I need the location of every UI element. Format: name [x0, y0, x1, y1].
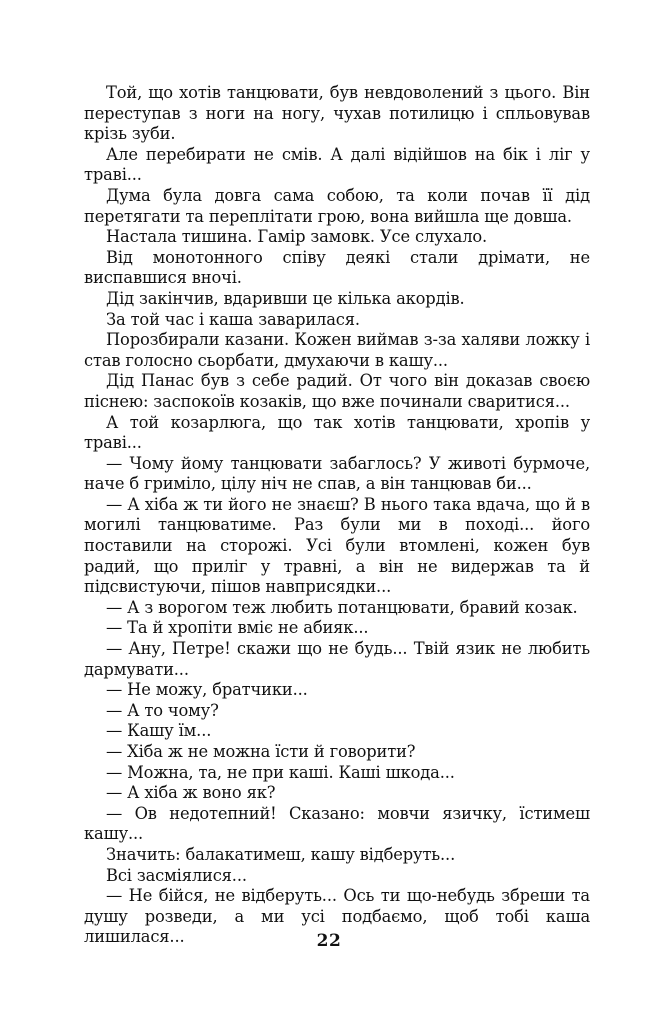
paragraph: А той козарлюга, що так хотів танцювати, хропів у траві...	[84, 412, 590, 453]
paragraph: Той, що хотів танцювати, був невдоволений з цього. Він переступав з ноги на ногу, чухав потилицю і спльовував крізь зуби.	[84, 83, 590, 144]
paragraph: — Не бійся, не відберуть... Ось ти що-небудь збреши та душу розведи, а ми усі подбаємо, щоб тобі каша лишилася...	[84, 886, 590, 947]
paragraph: За той час і каша заварилася.	[106, 309, 360, 329]
paragraph: Дід закінчив, вдаривши це кілька акордів.	[106, 288, 465, 308]
paragraph: Значить: балакатимеш, кашу відберуть...	[106, 844, 456, 864]
paragraph: — Ану, Петре! скажи що не будь... Твій язик не любить дармувати...	[84, 639, 590, 679]
paragraph: — А то чому?	[106, 700, 219, 720]
paragraph: — А хіба ж воно як?	[106, 783, 276, 803]
paragraph: Всі засміялися...	[106, 865, 247, 885]
paragraph: — Кашу їм...	[106, 721, 212, 741]
paragraph: — А з ворогом теж любить потанцювати, бравий козак.	[106, 597, 578, 617]
paragraph: Від монотонного співу деякі стали дрімати, не виспавшися вночі.	[84, 247, 590, 288]
paragraph: — Чому йому танцювати забаглось? У животі бурмоче, наче б гриміло, цілу ніч не спав, а він танцював би...	[84, 453, 590, 494]
page-number: 22	[316, 931, 342, 951]
paragraph: Дід Панас був з себе радий. От чого він доказав своєю піснею: заспокоїв козаків, що вже починали сваритися...	[84, 371, 590, 411]
paragraph: — Ов недотепний! Сказано: мовчи язичку, їстимеш кашу...	[84, 803, 590, 844]
paragraph: — А хіба ж ти його не знаєш? В нього така вдача, що й в могилі танцюватиме. Раз були ми в поході... його поставили на сторожі. Усі були втомлені, кожен був радий, що приліг у травні, а він не видержав та й підсвистуючи, пішов навприсядки...	[84, 494, 590, 597]
paragraph: Порозбирали казани. Кожен виймав з-за халяви ложку і став голосно сьорбати, дмухаючи в кашу...	[84, 330, 590, 370]
paragraph: — Та й хропіти вміє не абияк...	[106, 618, 369, 638]
paragraph: — Хіба ж не можна їсти й говорити?	[106, 742, 416, 761]
paragraph: Дума була довга сама собою, та коли почав її дід перетягати та переплітати грою, вона вийшла ще довша.	[84, 185, 590, 226]
body-text	[84, 83, 590, 948]
paragraph: Настала тишина. Гамір замовк. Усе слухало.	[106, 227, 488, 247]
paragraph: — Не можу, братчики...	[106, 680, 308, 700]
paragraph: Але перебирати не смів. А далі відійшов на бік і ліг у траві...	[84, 144, 590, 185]
paragraph: — Можна, та, не при каші. Каші шкода...	[106, 762, 455, 782]
